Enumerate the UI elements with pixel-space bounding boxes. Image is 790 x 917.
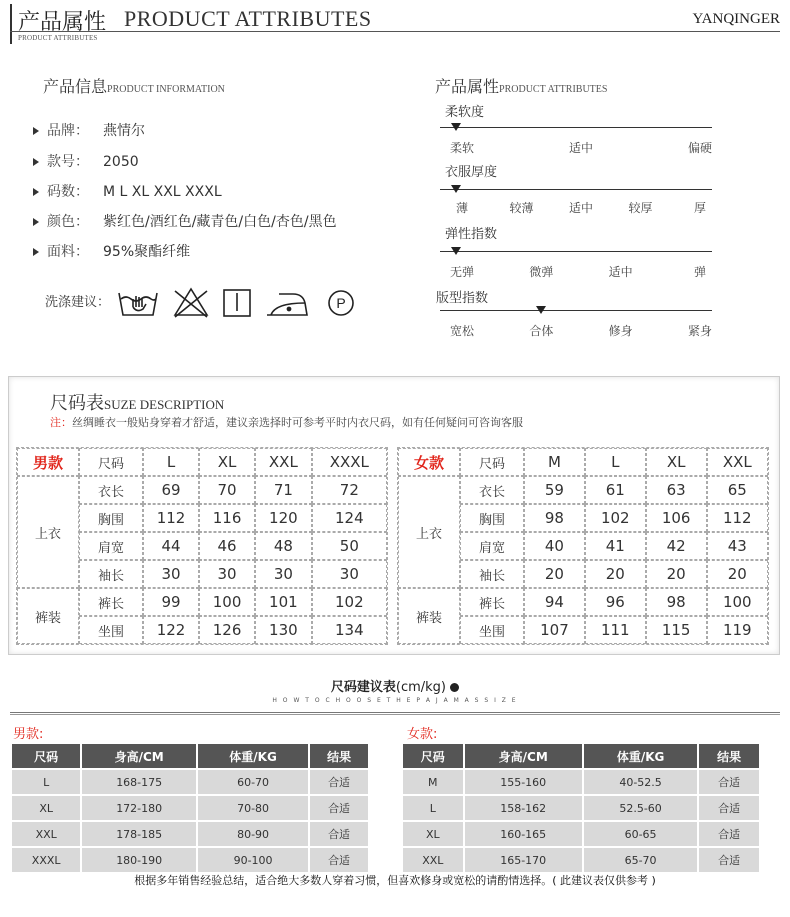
measure-value: 20 <box>585 560 646 588</box>
size-row <box>17 588 387 616</box>
measure-name: 肩宽 <box>79 532 143 560</box>
recommend-header-row <box>12 744 368 768</box>
info-value: 2050 <box>103 154 139 170</box>
no-bleach-icon <box>175 289 207 317</box>
measure-value: 43 <box>707 532 768 560</box>
measure-name: 坐围 <box>460 616 524 644</box>
recommend-cell: 180-190 <box>82 848 196 872</box>
measure-name: 裤长 <box>460 588 524 616</box>
info-value: M L XL XXL XXXL <box>103 184 222 200</box>
measure-value: 50 <box>312 532 387 560</box>
measure-value: 70 <box>199 476 255 504</box>
info-row <box>33 120 145 140</box>
recommend-title-row <box>0 676 790 695</box>
recommend-divider-2 <box>10 714 780 715</box>
size-row <box>398 476 768 504</box>
recommend-subtitle: H O W T O C H O O S E T H E P A J A M A S S I Z E <box>272 697 518 704</box>
triangle-bullet-icon <box>33 188 39 196</box>
scale-option: 适中 <box>568 201 593 215</box>
info-title-cn: 产品信息 <box>43 77 108 96</box>
scale-label: 版型指数 <box>436 291 489 306</box>
scale-option: 薄 <box>455 201 468 215</box>
brand-name: YANQINGER <box>692 11 780 27</box>
gender-label: 男款 <box>17 448 79 476</box>
info-label: 颜色： <box>47 214 89 230</box>
attr-title-en: PRODUCT ATTRIBUTES <box>499 84 608 95</box>
measure-value: 126 <box>199 616 255 644</box>
iron-low-icon <box>267 294 307 315</box>
men-recommend-label: 男款: <box>13 727 44 742</box>
info-label: 款号： <box>47 154 89 170</box>
measure-value: 40 <box>524 532 585 560</box>
scale-marker-icon <box>451 185 461 193</box>
page-title-cn: 产品属性 <box>18 10 107 35</box>
recommend-unit: (cm/kg) <box>395 680 446 695</box>
measure-name: 袖长 <box>460 560 524 588</box>
hang-dry-icon <box>224 290 250 316</box>
info-value: 紫红色/酒红色/藏青色/白色/杏色/黑色 <box>103 214 337 230</box>
measure-value: 20 <box>707 560 768 588</box>
group-label: 上衣 <box>17 476 79 588</box>
scale-marker-icon <box>536 306 546 314</box>
measure-value: 61 <box>585 476 646 504</box>
measure-value: 30 <box>199 560 255 588</box>
scale-option: 紧身 <box>687 324 712 338</box>
measure-value: 30 <box>255 560 312 588</box>
measure-value: 94 <box>524 588 585 616</box>
recommend-cell: 40-52.5 <box>584 770 698 794</box>
recommend-row <box>403 822 759 846</box>
women-recommend-table <box>401 742 761 874</box>
group-label: 裤装 <box>398 588 460 644</box>
measure-value: 48 <box>255 532 312 560</box>
measure-value: 102 <box>585 504 646 532</box>
info-row <box>33 181 222 201</box>
recommend-cell: 合适 <box>310 770 368 794</box>
scale-line <box>440 189 712 190</box>
measure-value: 65 <box>707 476 768 504</box>
recommend-cell: 合适 <box>699 848 759 872</box>
recommend-row <box>12 822 368 846</box>
note-text: 丝绸睡衣一般贴身穿着才舒适，建议亲选择时可参考平时内衣尺码，如有任何疑问可咨询客服 <box>72 416 523 429</box>
measure-value: 72 <box>312 476 387 504</box>
measure-value: 42 <box>646 532 707 560</box>
measure-name: 袖长 <box>79 560 143 588</box>
dry-clean-letter: P <box>336 295 346 311</box>
recommend-cell: 158-162 <box>465 796 582 820</box>
scale-option: 修身 <box>608 324 633 338</box>
header-accent-bar <box>10 4 12 44</box>
recommend-cell: 合适 <box>310 848 368 872</box>
measure-value: 20 <box>524 560 585 588</box>
measure-value: 101 <box>255 588 312 616</box>
recommend-cell: XXXL <box>12 848 80 872</box>
recommend-cell: 178-185 <box>82 822 196 846</box>
recommend-row <box>12 796 368 820</box>
page-subtitle: PRODUCT ATTRIBUTES <box>18 34 98 42</box>
recommend-cell: 168-175 <box>82 770 196 794</box>
recommend-row <box>12 848 368 872</box>
measure-name: 衣长 <box>79 476 143 504</box>
info-row <box>33 241 190 261</box>
measure-value: 20 <box>646 560 707 588</box>
scale-marker-icon <box>451 247 461 255</box>
scale-line <box>440 127 712 128</box>
measure-value: 115 <box>646 616 707 644</box>
measure-name: 胸围 <box>460 504 524 532</box>
size-title-cn: 尺码表 <box>50 393 104 413</box>
recommend-cell: 165-170 <box>465 848 582 872</box>
recommend-header: 尺码 <box>403 744 463 768</box>
recommend-cell: 合适 <box>699 770 759 794</box>
men-size-table <box>16 447 388 645</box>
measure-value: 63 <box>646 476 707 504</box>
recommend-cell: 155-160 <box>465 770 582 794</box>
scale-label: 柔软度 <box>445 105 485 120</box>
attr-title-cn: 产品属性 <box>435 77 500 96</box>
info-value: 燕情尔 <box>103 123 145 139</box>
scale-option: 适中 <box>568 141 593 155</box>
measure-name: 衣长 <box>460 476 524 504</box>
group-label: 裤装 <box>17 588 79 644</box>
recommend-header: 身高/CM <box>82 744 196 768</box>
triangle-bullet-icon <box>33 248 39 256</box>
scale-option: 弹 <box>693 265 706 279</box>
scale-option: 较厚 <box>628 201 653 215</box>
scale-option: 较薄 <box>509 201 534 215</box>
recommend-title: 尺码建议表 <box>330 680 396 695</box>
recommend-cell: 合适 <box>310 796 368 820</box>
recommend-cell: 合适 <box>310 822 368 846</box>
size-header-row <box>17 448 387 476</box>
recommend-cell: 172-180 <box>82 796 196 820</box>
scale-label: 衣服厚度 <box>445 165 498 180</box>
scale-option: 微弹 <box>529 265 554 279</box>
size-row <box>17 476 387 504</box>
scale-line <box>440 310 712 311</box>
scale-option: 厚 <box>693 201 706 215</box>
info-label: 码数： <box>47 184 89 200</box>
measure-value: 124 <box>312 504 387 532</box>
size-column-header: XL <box>199 448 255 476</box>
recommend-cell: 80-90 <box>198 822 308 846</box>
info-row <box>33 211 337 231</box>
scale-option: 偏硬 <box>687 141 712 155</box>
recommend-cell: 合适 <box>699 796 759 820</box>
info-title-en: PRODUCT INFORMATION <box>107 84 225 95</box>
measure-value: 30 <box>143 560 199 588</box>
measure-value: 130 <box>255 616 312 644</box>
circle-arrow-icon <box>450 683 459 692</box>
measure-value: 41 <box>585 532 646 560</box>
measure-name: 胸围 <box>79 504 143 532</box>
triangle-bullet-icon <box>33 127 39 135</box>
size-chart-title <box>50 389 224 415</box>
measure-value: 122 <box>143 616 199 644</box>
measure-value: 107 <box>524 616 585 644</box>
recommend-row <box>403 796 759 820</box>
recommend-cell: 65-70 <box>584 848 698 872</box>
info-section-title <box>43 74 225 97</box>
recommend-header: 尺码 <box>12 744 80 768</box>
measure-value: 111 <box>585 616 646 644</box>
measure-value: 59 <box>524 476 585 504</box>
scale-option: 宽松 <box>449 324 474 338</box>
recommend-header: 身高/CM <box>465 744 582 768</box>
measure-value: 98 <box>524 504 585 532</box>
size-column-header: XXL <box>255 448 312 476</box>
recommend-cell: L <box>12 770 80 794</box>
measure-value: 98 <box>646 588 707 616</box>
scale-option: 合体 <box>529 324 554 338</box>
measure-value: 120 <box>255 504 312 532</box>
size-row <box>398 588 768 616</box>
recommend-row <box>12 770 368 794</box>
measure-value: 106 <box>646 504 707 532</box>
recommend-cell: XXL <box>12 822 80 846</box>
recommend-header: 结果 <box>310 744 368 768</box>
group-label: 上衣 <box>398 476 460 588</box>
recommend-cell: 90-100 <box>198 848 308 872</box>
triangle-bullet-icon <box>33 158 39 166</box>
recommend-header-row <box>403 744 759 768</box>
wash-label: 洗涤建议： <box>45 295 111 310</box>
recommend-row <box>403 848 759 872</box>
measure-value: 69 <box>143 476 199 504</box>
size-title-en: SUZE DESCRIPTION <box>104 397 225 412</box>
women-recommend-label: 女款: <box>407 727 438 742</box>
scale-option: 无弹 <box>449 265 474 279</box>
recommend-cell: M <box>403 770 463 794</box>
measure-value: 112 <box>143 504 199 532</box>
measure-value: 100 <box>707 588 768 616</box>
size-column-header: XXL <box>707 448 768 476</box>
measure-value: 96 <box>585 588 646 616</box>
footer-note: 根据多年销售经验总结，适合绝大多数人穿着习惯，但喜欢修身或宽松的请酌情选择。( 此建议表仅供参考 ) <box>134 874 656 887</box>
men-recommend-table <box>10 742 370 874</box>
scale-line <box>440 251 712 252</box>
measure-value: 102 <box>312 588 387 616</box>
measure-value: 116 <box>199 504 255 532</box>
recommend-header: 结果 <box>699 744 759 768</box>
info-value: 95%聚酯纤维 <box>103 244 191 260</box>
recommend-cell: XXL <box>403 848 463 872</box>
size-header-row <box>398 448 768 476</box>
size-column-header: XXXL <box>312 448 387 476</box>
recommend-cell: XL <box>12 796 80 820</box>
recommend-divider <box>10 712 780 713</box>
size-header: 尺码 <box>460 448 524 476</box>
triangle-bullet-icon <box>33 218 39 226</box>
scale-option: 柔软 <box>449 141 474 155</box>
measure-value: 44 <box>143 532 199 560</box>
size-column-header: M <box>524 448 585 476</box>
size-header: 尺码 <box>79 448 143 476</box>
measure-value: 71 <box>255 476 312 504</box>
measure-value: 100 <box>199 588 255 616</box>
note-prefix: 注： <box>50 416 72 429</box>
recommend-cell: 70-80 <box>198 796 308 820</box>
measure-value: 119 <box>707 616 768 644</box>
size-note <box>50 414 523 430</box>
page-title-en: PRODUCT ATTRIBUTES <box>124 6 372 31</box>
recommend-header: 体重/KG <box>584 744 698 768</box>
recommend-cell: 60-70 <box>198 770 308 794</box>
recommend-cell: 52.5-60 <box>584 796 698 820</box>
recommend-cell: L <box>403 796 463 820</box>
recommend-cell: 合适 <box>699 822 759 846</box>
scale-marker-icon <box>451 123 461 131</box>
gender-label: 女款 <box>398 448 460 476</box>
women-size-table <box>397 447 769 645</box>
measure-name: 肩宽 <box>460 532 524 560</box>
measure-value: 46 <box>199 532 255 560</box>
recommend-row <box>403 770 759 794</box>
info-label: 面料： <box>47 244 89 260</box>
measure-name: 裤长 <box>79 588 143 616</box>
recommend-cell: 60-65 <box>584 822 698 846</box>
measure-value: 134 <box>312 616 387 644</box>
dry-clean-p-icon <box>329 291 353 315</box>
measure-value: 30 <box>312 560 387 588</box>
size-column-header: L <box>585 448 646 476</box>
recommend-header: 体重/KG <box>198 744 308 768</box>
size-column-header: L <box>143 448 199 476</box>
scale-option: 适中 <box>608 265 633 279</box>
recommend-cell: 160-165 <box>465 822 582 846</box>
attributes-section-title <box>435 74 607 97</box>
hand-wash-icon <box>119 293 157 315</box>
measure-value: 112 <box>707 504 768 532</box>
measure-name: 坐围 <box>79 616 143 644</box>
info-label: 品牌： <box>47 123 89 139</box>
scale-label: 弹性指数 <box>445 227 498 242</box>
info-row <box>33 151 139 171</box>
recommend-cell: XL <box>403 822 463 846</box>
size-column-header: XL <box>646 448 707 476</box>
wash-icons <box>115 285 365 321</box>
measure-value: 99 <box>143 588 199 616</box>
